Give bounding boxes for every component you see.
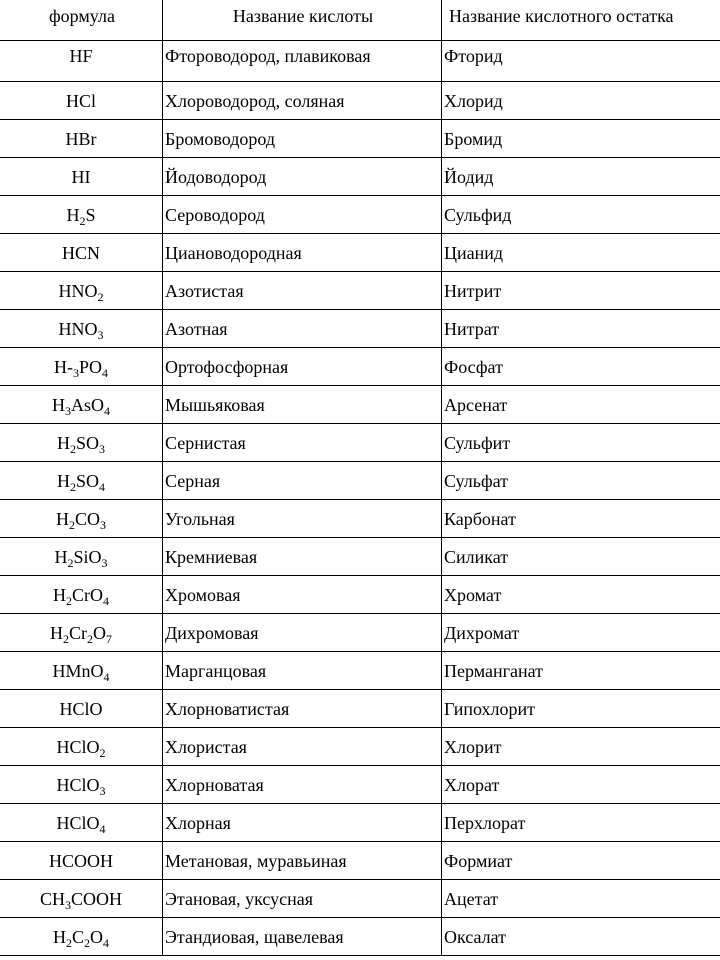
formula-part: HCN — [61, 242, 100, 263]
formula-part: HBr — [65, 128, 97, 149]
formula-subscript: 3 — [99, 783, 106, 798]
formula-cell — [0, 766, 163, 804]
table-row — [0, 690, 720, 728]
formula-cell — [0, 842, 163, 880]
residue-name-cell: Йодид — [442, 158, 720, 196]
residue-name-cell: Хлорит — [442, 728, 720, 766]
formula-subscript: 3 — [72, 365, 79, 380]
formula-subscript: 2 — [84, 935, 90, 950]
formula-part: O — [93, 622, 106, 643]
residue-name-cell: Цианид — [442, 234, 720, 272]
formula-part: HClO — [56, 812, 100, 833]
acid-name-cell: Циановодородная — [163, 234, 442, 272]
formula-part: H — [66, 204, 80, 225]
formula-part: H — [54, 546, 68, 567]
table-row — [0, 424, 720, 462]
table-row — [0, 500, 720, 538]
table-row — [0, 728, 720, 766]
table-row — [0, 918, 720, 956]
acid-name-cell: Азотистая — [163, 272, 442, 310]
residue-name-cell: Дихромат — [442, 614, 720, 652]
formula-subscript: 4 — [99, 479, 105, 494]
formula-subscript: 2 — [87, 631, 93, 646]
formula-cell — [0, 158, 163, 196]
acid-name-cell: Мышьяковая — [163, 386, 442, 424]
formula-part: SiO — [73, 546, 102, 567]
formula-part: H — [51, 394, 65, 415]
residue-name-cell: Нитрит — [442, 272, 720, 310]
table-row — [0, 538, 720, 576]
formula-subscript: 4 — [104, 403, 110, 418]
formula-subscript: 4 — [102, 365, 108, 380]
acid-name-cell: Кремниевая — [163, 538, 442, 576]
table-row — [0, 614, 720, 652]
table-row — [0, 386, 720, 424]
formula-part: HClO — [56, 774, 100, 795]
acid-name-cell: Серная — [163, 462, 442, 500]
acid-name-cell: Хлорная — [163, 804, 442, 842]
header-formula: формула — [0, 0, 163, 41]
formula-subscript: 2 — [63, 631, 69, 646]
acid-name-cell: Этановая, уксусная — [163, 880, 442, 918]
table-row — [0, 804, 720, 842]
formula-subscript: 4 — [103, 669, 110, 684]
residue-name-cell: Бромид — [442, 120, 720, 158]
table-row — [0, 842, 720, 880]
formula-part: HNO — [58, 318, 98, 339]
formula-subscript: 4 — [103, 935, 109, 950]
acid-name-cell: Сернистая — [163, 424, 442, 462]
residue-name-cell: Фторид — [442, 41, 720, 82]
formula-subscript: 3 — [97, 327, 104, 342]
formula-subscript: 3 — [99, 441, 105, 456]
formula-subscript: 4 — [99, 821, 106, 836]
acid-name-cell: Фтороводород, плавиковая — [163, 41, 442, 82]
formula-subscript: 2 — [99, 745, 106, 760]
table-row — [0, 234, 720, 272]
formula-cell — [0, 196, 163, 234]
formula-part: H — [56, 470, 70, 491]
formula-subscript: 2 — [97, 289, 104, 304]
formula-cell — [0, 272, 163, 310]
residue-name-cell: Хлорат — [442, 766, 720, 804]
formula-part: PO — [78, 356, 102, 377]
formula-cell — [0, 120, 163, 158]
acid-name-cell: Азотная — [163, 310, 442, 348]
header-acid-name: Название кислоты — [163, 0, 442, 41]
formula-cell — [0, 82, 163, 120]
acid-name-cell: Угольная — [163, 500, 442, 538]
formula-part: COOH — [71, 888, 123, 909]
formula-part: C — [71, 926, 84, 947]
formula-cell — [0, 500, 163, 538]
table-row — [0, 82, 720, 120]
residue-name-cell: Сульфит — [442, 424, 720, 462]
residue-name-cell: Ацетат — [442, 880, 720, 918]
table-row — [0, 196, 720, 234]
formula-part: HMnO — [52, 660, 104, 681]
acid-name-cell: Хлороводород, соляная — [163, 82, 442, 120]
table-row — [0, 310, 720, 348]
formula-cell — [0, 348, 163, 386]
formula-part: H — [56, 432, 70, 453]
header-residue-name: Название кислотного остатка — [442, 0, 720, 41]
acid-name-cell: Этандиовая, щавелевая — [163, 918, 442, 956]
acid-name-cell: Хлорноватистая — [163, 690, 442, 728]
formula-cell — [0, 234, 163, 272]
formula-cell — [0, 804, 163, 842]
formula-subscript: 2 — [67, 555, 74, 570]
formula-cell — [0, 41, 163, 82]
formula-subscript: 2 — [68, 517, 75, 532]
formula-part: HClO — [59, 698, 103, 719]
acid-name-cell: Дихромовая — [163, 614, 442, 652]
formula-cell — [0, 386, 163, 424]
formula-subscript: 3 — [101, 555, 108, 570]
formula-part: H — [50, 622, 63, 643]
residue-name-cell: Арсенат — [442, 386, 720, 424]
table-body — [0, 41, 720, 956]
acid-name-cell: Сероводород — [163, 196, 442, 234]
formula-part: HF — [69, 46, 93, 66]
table-row — [0, 348, 720, 386]
formula-cell — [0, 462, 163, 500]
formula-part: HNO — [58, 280, 98, 301]
residue-name-cell: Гипохлорит — [442, 690, 720, 728]
residue-name-cell: Силикат — [442, 538, 720, 576]
table-row — [0, 652, 720, 690]
formula-part: HClO — [56, 736, 100, 757]
formula-cell — [0, 880, 163, 918]
formula-subscript: 3 — [65, 897, 71, 912]
table-row — [0, 41, 720, 82]
formula-part: HCOOH — [48, 850, 113, 871]
formula-part: S — [85, 204, 96, 225]
acid-name-cell: Марганцовая — [163, 652, 442, 690]
residue-name-cell: Формиат — [442, 842, 720, 880]
acid-name-cell: Хлористая — [163, 728, 442, 766]
formula-part: SO — [75, 432, 99, 453]
residue-name-cell: Фосфат — [442, 348, 720, 386]
formula-part: H- — [53, 356, 73, 377]
acid-name-cell: Ортофосфорная — [163, 348, 442, 386]
table-row — [0, 576, 720, 614]
formula-part: CH — [39, 888, 65, 909]
formula-cell — [0, 690, 163, 728]
formula-cell — [0, 310, 163, 348]
formula-subscript: 7 — [106, 631, 112, 646]
table-row — [0, 880, 720, 918]
formula-part: H — [52, 926, 66, 947]
formula-subscript: 2 — [69, 441, 76, 456]
formula-part: H — [55, 508, 69, 529]
formula-subscript: 3 — [100, 517, 106, 532]
formula-part: CrO — [72, 584, 103, 605]
formula-part: AsO — [70, 394, 104, 415]
acid-name-cell: Йодоводород — [163, 158, 442, 196]
formula-cell — [0, 652, 163, 690]
residue-name-cell: Перхлорат — [442, 804, 720, 842]
header-row — [0, 0, 720, 41]
formula-subscript: 4 — [103, 593, 109, 608]
residue-name-cell: Сульфид — [442, 196, 720, 234]
formula-subscript: 2 — [66, 593, 72, 608]
table-row — [0, 120, 720, 158]
residue-name-cell: Сульфат — [442, 462, 720, 500]
formula-part: HCl — [65, 90, 96, 111]
residue-name-cell: Карбонат — [442, 500, 720, 538]
formula-part: Cr — [69, 622, 87, 643]
residue-name-cell: Нитрат — [442, 310, 720, 348]
formula-cell — [0, 576, 163, 614]
acid-name-cell: Метановая, муравьиная — [163, 842, 442, 880]
residue-name-cell: Оксалат — [442, 918, 720, 956]
table-row — [0, 272, 720, 310]
table-row — [0, 158, 720, 196]
formula-part: SO — [75, 470, 99, 491]
formula-cell — [0, 538, 163, 576]
formula-subscript: 2 — [65, 935, 72, 950]
formula-part: H — [53, 584, 66, 605]
residue-name-cell: Хлорид — [442, 82, 720, 120]
formula-cell — [0, 424, 163, 462]
formula-part: HI — [71, 166, 91, 187]
table-row — [0, 766, 720, 804]
acid-name-cell: Хромовая — [163, 576, 442, 614]
formula-part: CO — [74, 508, 100, 529]
residue-name-cell: Хромат — [442, 576, 720, 614]
formula-subscript: 2 — [69, 479, 76, 494]
formula-part: O — [90, 926, 103, 947]
formula-subscript: 2 — [79, 213, 86, 228]
formula-cell — [0, 918, 163, 956]
formula-subscript: 3 — [64, 403, 71, 418]
formula-cell — [0, 614, 163, 652]
residue-name-cell: Перманганат — [442, 652, 720, 690]
formula-cell — [0, 728, 163, 766]
acid-name-cell: Хлорноватая — [163, 766, 442, 804]
acid-name-cell: Бромоводород — [163, 120, 442, 158]
table-row — [0, 462, 720, 500]
